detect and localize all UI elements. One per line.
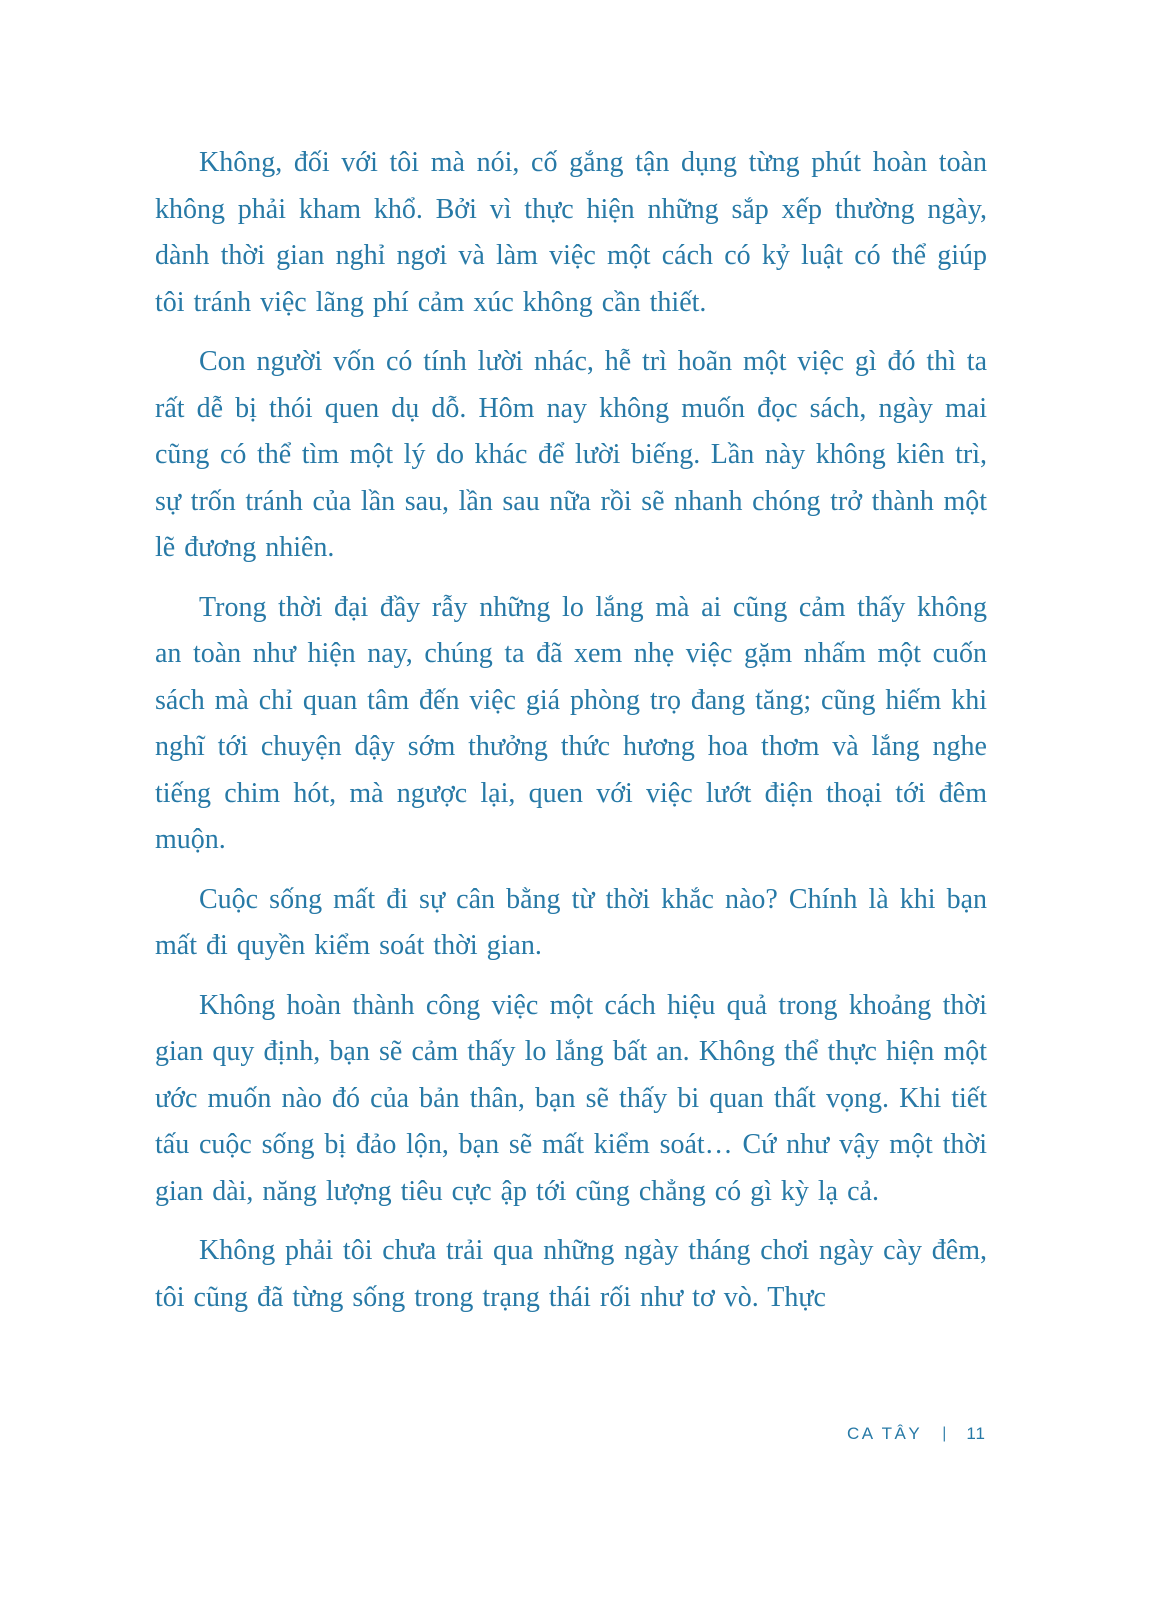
- paragraph-4: Cuộc sống mất đi sự cân bằng từ thời khắc nào? Chính là khi bạn mất đi quyền kiểm soát thời gian.: [155, 883, 987, 961]
- footer-separator: |: [942, 1425, 947, 1442]
- running-title: CA TÂY: [847, 1424, 923, 1443]
- paragraph-2: Con người vốn có tính lười nhác, hễ trì hoãn một việc gì đó thì ta rất dễ bị thói quen dụ dỗ. Hôm nay không muốn đọc sách, ngày mai cũng có thể tìm một lý do khác để lười biếng. Lần này không kiên trì, sự trốn tránh của lần sau, lần sau nữa rồi sẽ nhanh chóng trở thành một lẽ đương nhiên.: [155, 346, 987, 563]
- paragraph-6: Không phải tôi chưa trải qua những ngày tháng chơi ngày cày đêm, tôi cũng đã từng sống trong trạng thái rối như tơ vò. Thực: [155, 1235, 987, 1313]
- page-footer: [847, 1424, 986, 1444]
- paragraph-5: Không hoàn thành công việc một cách hiệu quả trong khoảng thời gian quy định, bạn sẽ cảm thấy lo lắng bất an. Không thể thực hiện một ước muốn nào đó của bản thân, bạn sẽ thấy bi quan thất vọng. Khi tiết tấu cuộc sống bị đảo lộn, bạn sẽ mất kiểm soát… Cứ như vậy một thời gian dài, năng lượng tiêu cực ập tới cũng chẳng có gì kỳ lạ cả.: [155, 989, 987, 1207]
- page-number: 11: [966, 1424, 986, 1443]
- body-text: [155, 140, 987, 1321]
- paragraph-3: Trong thời đại đầy rẫy những lo lắng mà ai cũng cảm thấy không an toàn như hiện nay, chúng ta đã xem nhẹ việc gặm nhấm một cuốn sách mà chỉ quan tâm đến việc giá phòng trọ đang tăng; cũng hiếm khi nghĩ tới chuyện dậy sớm thưởng thức hương hoa thơm và lắng nghe tiếng chim hót, mà ngược lại, quen với việc lướt điện thoại tới đêm muộn.: [155, 591, 987, 855]
- paragraph-1: Không, đối với tôi mà nói, cố gắng tận dụng từng phút hoàn toàn không phải kham khổ. Bởi vì thực hiện những sắp xếp thường ngày, dành thời gian nghỉ ngơi và làm việc một cách có kỷ luật có thể giúp tôi tránh việc lãng phí cảm xúc không cần thiết.: [155, 147, 987, 318]
